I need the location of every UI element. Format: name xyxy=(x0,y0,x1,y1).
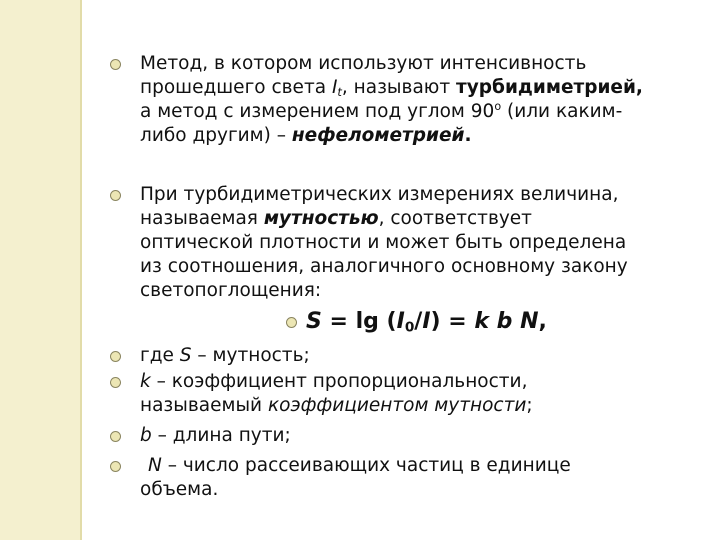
bullet-dot-icon xyxy=(110,190,121,201)
definition-S xyxy=(140,344,700,368)
definition-b xyxy=(140,424,700,448)
definition-N xyxy=(140,454,700,502)
text-line: называемый коэффициентом мутности; xyxy=(140,395,533,416)
bullet-dot-icon xyxy=(110,377,121,388)
text-line: называемая мутностью, соответствует xyxy=(140,208,532,229)
term-turbidity: мутностью xyxy=(263,208,379,229)
bullet-dot-icon xyxy=(110,351,121,362)
bullet-dot-icon xyxy=(110,59,121,70)
text-line: N – число рассеивающих частиц в единице xyxy=(148,455,571,476)
turbidity-formula: $S = \lg (I_0/I) = k$ b N, xyxy=(306,307,636,337)
text-line: из соотношения, аналогичного основному закону xyxy=(140,256,628,277)
bullet-dot-icon xyxy=(110,431,121,442)
text-line: где S – мутность; xyxy=(140,345,310,366)
term-nephelometry: нефелометрией xyxy=(291,125,465,146)
bullet-dot-icon xyxy=(110,461,121,472)
term-turbidity-coefficient: коэффициентом мутности xyxy=(267,395,527,416)
text-line: объема. xyxy=(140,479,219,500)
text-line: светопоглощения: xyxy=(140,280,322,301)
bullet-method-definition xyxy=(140,52,700,148)
text-line: b – длина пути; xyxy=(140,425,291,446)
text-line: либо другим) – нефелометрией. xyxy=(140,125,472,146)
definition-k xyxy=(140,370,700,418)
text-line: Метод, в котором используют интенсивность xyxy=(140,53,587,74)
text-line: k – коэффициент пропорциональности, xyxy=(140,371,528,392)
text-line: прошедшего света $I_t$, называют турбидиметрией, xyxy=(140,77,643,99)
bullet-turbidity-measurement xyxy=(140,183,700,303)
bullet-dot-icon xyxy=(286,317,297,328)
text-line: а метод с измерением под углом 90$^o$ (или каким- xyxy=(140,99,623,122)
text-line: При турбидиметрических измерениях величина, xyxy=(140,184,619,205)
text-line: оптической плотности и может быть определена xyxy=(140,232,627,253)
term-turbidimetry: турбидиметрией, xyxy=(456,77,643,98)
